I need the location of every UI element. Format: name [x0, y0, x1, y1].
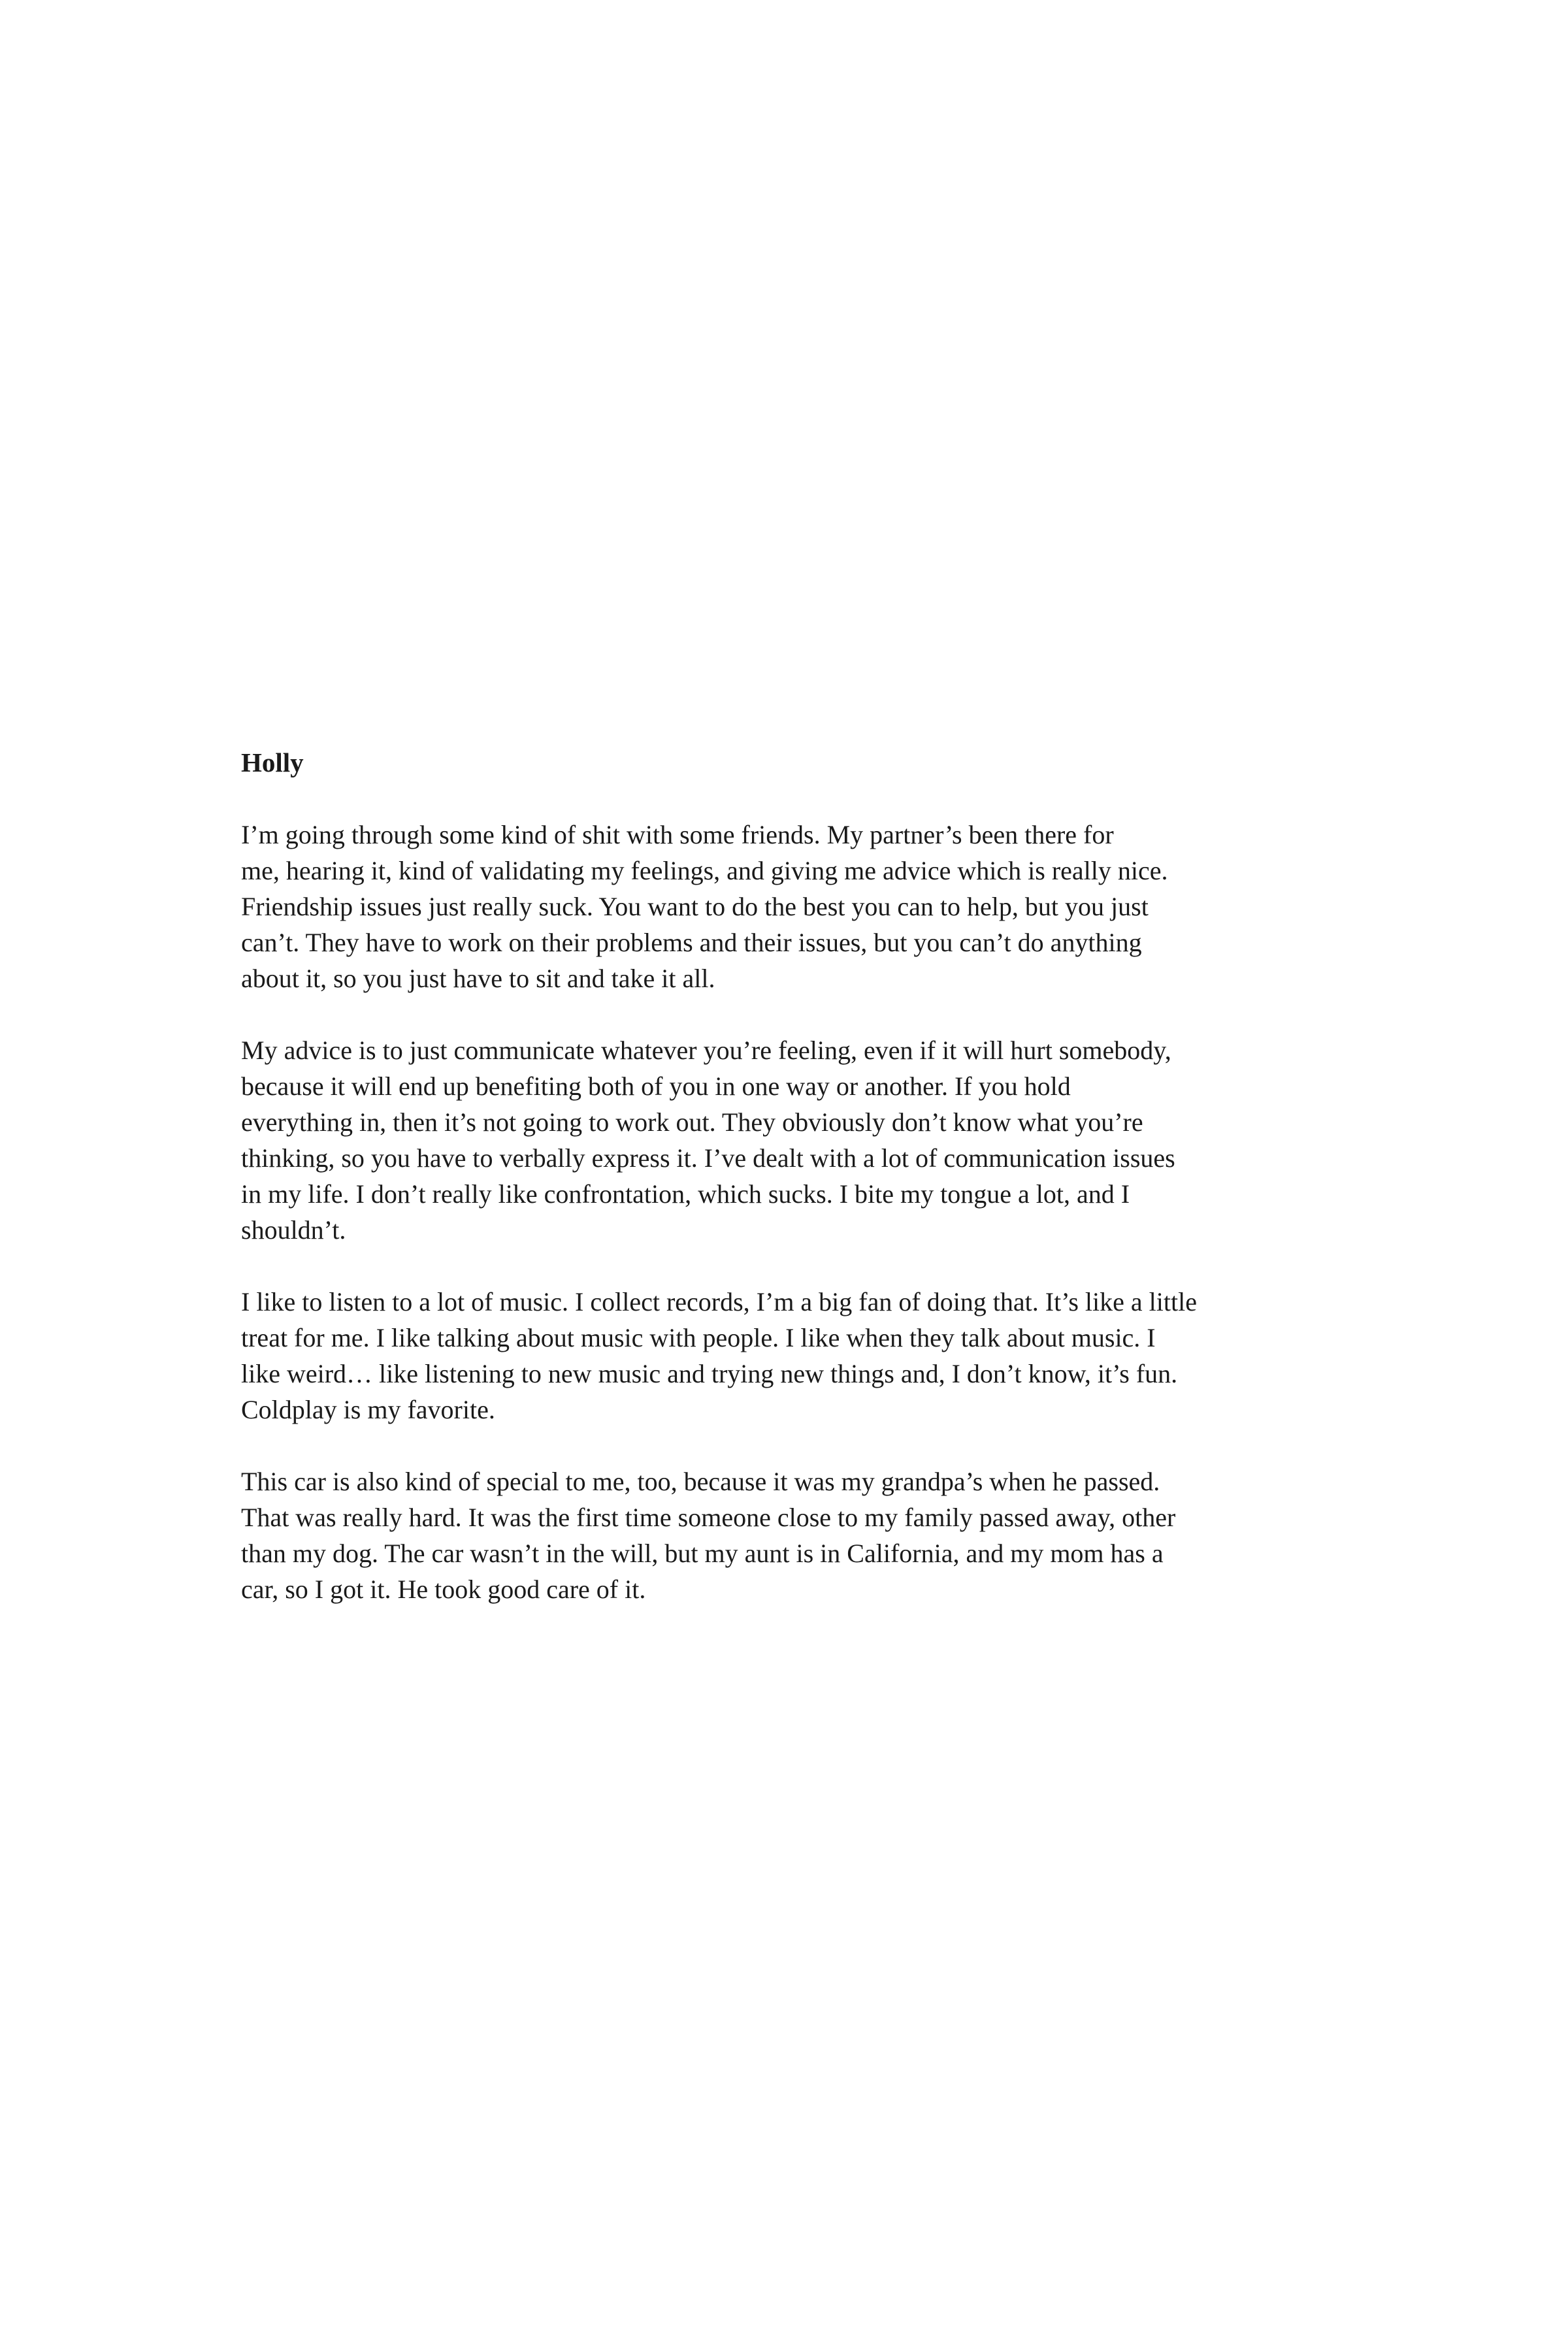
person-name-heading: Holly: [241, 747, 304, 777]
paragraph-line: My advice is to just communicate whatever you’re feeling, even if it will hurt somebody,: [241, 1036, 1171, 1065]
paragraph-line: shouldn’t.: [241, 1215, 346, 1245]
paragraph-line: This car is also kind of special to me, too, because it was my grandpa’s when he passed.: [241, 1467, 1160, 1496]
paragraph-line: I’m going through some kind of shit with some friends. My partner’s been there for: [241, 820, 1114, 849]
paragraph-line: than my dog. The car wasn’t in the will, but my aunt is in California, and my mom has a: [241, 1539, 1164, 1568]
paragraph-2: [241, 1032, 1339, 1248]
paragraph-line: Friendship issues just really suck. You want to do the best you can to help, but you just: [241, 892, 1149, 921]
paragraph-line: thinking, so you have to verbally express it. I’ve dealt with a lot of communication issues: [241, 1143, 1175, 1173]
paragraph-3: [241, 1284, 1339, 1428]
paragraph-line: treat for me. I like talking about music with people. I like when they talk about music. I: [241, 1323, 1156, 1352]
paragraph-line: me, hearing it, kind of validating my feelings, and giving me advice which is really nice.: [241, 856, 1168, 885]
paragraph-line: because it will end up benefiting both of you in one way or another. If you hold: [241, 1071, 1071, 1101]
paragraph-line: can’t. They have to work on their problems and their issues, but you can’t do anything: [241, 928, 1142, 957]
paragraph-line: everything in, then it’s not going to work out. They obviously don’t know what you’re: [241, 1107, 1143, 1137]
paragraph-1: [241, 817, 1339, 996]
paragraph-line: That was really hard. It was the first time someone close to my family passed away, other: [241, 1503, 1176, 1532]
paragraph-4: [241, 1463, 1339, 1607]
paragraph-line: in my life. I don’t really like confrontation, which sucks. I bite my tongue a lot, and I: [241, 1179, 1130, 1209]
paragraph-line: I like to listen to a lot of music. I collect records, I’m a big fan of doing that. It’s like a little: [241, 1287, 1197, 1316]
paragraph-line: car, so I got it. He took good care of it.: [241, 1575, 646, 1604]
paragraph-line: Coldplay is my favorite.: [241, 1395, 495, 1424]
paragraph-line: like weird… like listening to new music and trying new things and, I don’t know, it’s fun.: [241, 1359, 1178, 1388]
document-body: [241, 745, 1339, 1643]
paragraph-line: about it, so you just have to sit and take it all.: [241, 964, 715, 993]
